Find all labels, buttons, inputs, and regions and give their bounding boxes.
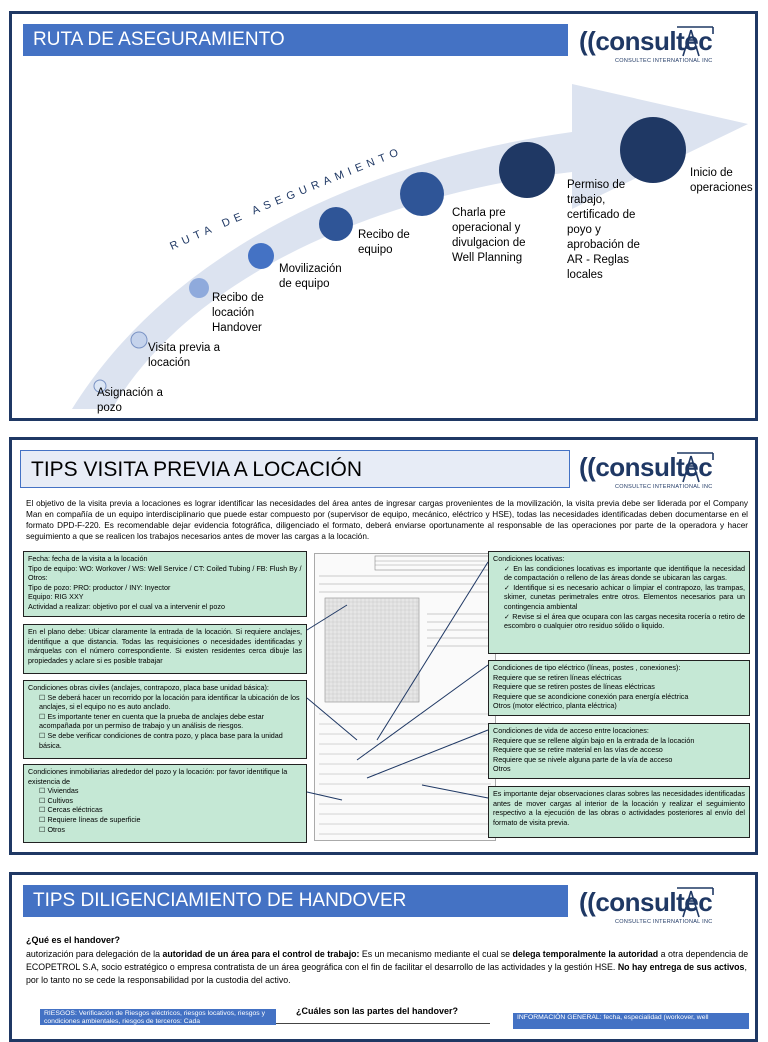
- stage-label: Asignación a pozo: [97, 387, 163, 414]
- consultec-logo: [579, 883, 739, 929]
- stage-recibo-locacion: [212, 291, 264, 336]
- check-item: ✓ Revise si el área que ocupara con las cargas necesita rocería o retiro de escombro o cualquier otro residuo sólido o liquido.: [504, 611, 745, 631]
- checkbox-item: ☐ Viviendas: [39, 786, 79, 796]
- stage-label: Recibo de locación Handover: [212, 292, 264, 334]
- box-informacion-general: INFORMACIÓN GENERAL: fecha, especialidad (workover, well: [513, 1013, 749, 1029]
- info-box-electrico: [488, 660, 750, 716]
- item-text: Identifique si es necesario achicar o limpiar el contrapozo, las trampas, skimer, cunetas perimetrales entre otros. Elementos necesarios para un contingencia ambiental: [504, 582, 745, 611]
- stage-label: Visita previa a locación: [148, 342, 221, 369]
- checkbox-item: ☐ Otros: [39, 824, 66, 834]
- check-item: ✓ En las condiciones locativas es importante que identifique la necesidad de compactación o relleno de las áreas donde se ubicaran las cargas.: [504, 563, 745, 583]
- info-box-obras-civiles: [23, 680, 307, 759]
- box-line: Requiere que se nivele alguna parte de la vía de acceso: [493, 754, 673, 764]
- item-text: Cultivos: [47, 795, 74, 805]
- check-item: ✓ Identifique si es necesario achicar o limpiar el contrapozo, las trampas, skimer, cunetas perimetrales entre otros. Elementos necesarios para un contingencia ambiental: [504, 582, 745, 611]
- text-run: autorización para delegación de la: [26, 949, 163, 959]
- route-arrow: [12, 14, 755, 418]
- item-text: Se debe verificar condiciones de contra pozo, y placa base para la unidad básica.: [39, 730, 283, 750]
- stage-movilizacion: [279, 262, 342, 292]
- box-line: Requiere que se retire material en las vías de acceso: [493, 745, 663, 755]
- slide-title: RUTA DE ASEGURAMIENTO: [23, 24, 568, 56]
- logo-subtitle: CONSULTEC INTERNATIONAL INC: [615, 484, 713, 490]
- intro-paragraph: El objetivo de la visita previa a locaciones es lograr identificar las necesidades del área antes de ingresar cargas provenientes de la movilización, la visita previa debe ser liderada por el Company Man en compañía de un equipo interdisciplinario que puede estar compuesto por (supervisor de equipo, mecánico, eléctrico y HSE), todas las necesidades identificadas deben documentarse en el formato DPD-F-220. Es recomendable dejar evidencia fotográfica, diligenciado el formato, deberá enviarse oportunamente al responsable de las operaciones por parte de la operadora y hacer seguimiento a que se realicen los trabajos necesarios antes de mover las cargas a la locación.: [26, 499, 748, 541]
- item-text: Otros: [47, 824, 66, 834]
- logo-wordmark: ((consultec: [579, 452, 713, 482]
- handover-definition: [26, 948, 750, 987]
- checkbox-item: ☐ Es importante tener en cuenta que la prueba de anclajes debe estar acompañada por un permiso de trabajo y un análisis de riesgos.: [39, 711, 265, 731]
- slide-title: TIPS VISITA PREVIA A LOCACIÓN: [20, 450, 570, 488]
- stage-visita-previa: [148, 341, 220, 371]
- logo-wordmark: ((consultec: [579, 887, 713, 917]
- slide-tips-visita: [9, 437, 758, 855]
- question-handover: ¿Qué es el handover?: [26, 935, 121, 945]
- box-line: Otros (motor eléctrico, planta eléctrica): [493, 701, 617, 711]
- info-box-vias-acceso: [488, 723, 750, 779]
- box-line: Tipo de equipo: WO: Workover / WS: Well Service / CT: Coiled Tubing / FB: Flush By / Otros:: [28, 563, 302, 583]
- box-line: Tipo de pozo: PRO: productor / INY: Inyector: [28, 582, 171, 592]
- logo-subtitle: CONSULTEC INTERNATIONAL INC: [615, 58, 713, 64]
- form-thumbnail: [314, 553, 496, 841]
- logo-wordmark: ((consultec: [579, 26, 713, 56]
- slide-title: TIPS DILIGENCIAMIENTO DE HANDOVER: [23, 885, 568, 917]
- checkbox-item: ☐ Se debe verificar condiciones de contra pozo, y placa base para la unidad básica.: [39, 730, 283, 750]
- question-partes: ¿Cuáles son las partes del handover?: [296, 1006, 459, 1016]
- box-line: Requiere que se retiren líneas eléctricas: [493, 672, 622, 682]
- stage-asignacion: [97, 386, 163, 416]
- form-drawing: [315, 554, 495, 840]
- stage-charla: [452, 206, 526, 266]
- item-text: Es importante tener en cuenta que la prueba de anclajes debe estar acompañada por un permiso de trabajo y un análisis de riesgos.: [39, 711, 265, 731]
- box-riesgos: RIESGOS: Verificación de Riesgos eléctricos, riesgos locativos, riesgos y condiciones ambientales, riesgos de terceros: Cada: [40, 1009, 276, 1025]
- checkbox-item: ☐ Cultivos: [39, 795, 74, 805]
- checkbox-item: ☐ Cercas eléctricas: [39, 805, 103, 815]
- box-line: Fecha: fecha de la visita a la locación: [28, 554, 148, 563]
- box-heading: Condiciones inmobiliarias alrededor del pozo y la locación: por favor identifique la existencia de: [28, 767, 288, 786]
- stage-label: Inicio de operaciones: [690, 167, 753, 194]
- info-box-general: [23, 551, 307, 617]
- text-run: Es un mecanismo mediante el cual se: [359, 949, 513, 959]
- info-box-observaciones: [488, 786, 750, 838]
- stage-label: Charla pre operacional y divulgacion de Well Planning: [452, 207, 526, 264]
- item-text: Cercas eléctricas: [47, 805, 103, 815]
- text-run-bold: autoridad de un área para el control de trabajo:: [162, 949, 360, 959]
- box-heading: Condiciones obras civiles (anclajes, contrapozo, placa base unidad básica):: [28, 683, 269, 692]
- box-line: Requiere que se rellene algún bajo en la entrada de la locación: [493, 735, 695, 745]
- checkbox-item: ☐ Se deberá hacer un recorrido por la locación para identificar la ubicación de los anclajes, si el equipo no es auto anclado.: [39, 692, 300, 712]
- text-run-bold: No hay entrega de sus activos: [617, 962, 745, 972]
- text-run: , por lo tanto no se cede la responsabilidad por la custodia del activo.: [26, 962, 747, 985]
- slide-ruta-aseguramiento: [9, 11, 758, 421]
- box-line: Equipo: RIG XXY: [28, 592, 84, 602]
- stage-recibo-equipo: [358, 228, 410, 258]
- box-line: Requiere que se acondicione conexión para energía eléctrica: [493, 691, 689, 701]
- text-run-bold: delega temporalmente la autoridad: [512, 949, 659, 959]
- box-line: Otros: [493, 764, 511, 774]
- stage-permiso: [567, 178, 640, 283]
- item-text: Se deberá hacer un recorrido por la locación para identificar la ubicación de los anclajes, si el equipo no es auto anclado.: [39, 692, 300, 712]
- box-line: Actividad a realizar: objetivo por el cual va a intervenir el pozo: [28, 601, 225, 611]
- info-box-plano: [23, 624, 307, 674]
- box-heading: Condiciones locativas:: [493, 554, 565, 563]
- text-run: a otra dependencia de ECOPETROL S.A, socio estratégico o empresa contratista de un área geográfica con el fin de facilitar el desarrollo de las actividades y la gestión HSE.: [26, 949, 749, 972]
- box-line: Requiere que se retiren postes de líneas eléctricas: [493, 682, 655, 692]
- info-box-inmobiliarias: [23, 764, 307, 843]
- item-text: En las condiciones locativas es importante que identifique la necesidad de compactación o relleno de las áreas donde se ubicaran las cargas.: [504, 563, 745, 583]
- item-text: Viviendas: [47, 786, 79, 796]
- stage-label: Permiso de trabajo, certificado de poyo y aprobación de AR - Reglas locales: [567, 179, 640, 281]
- consultec-logo: [579, 448, 739, 494]
- stage-inicio: [690, 166, 753, 196]
- arrow-label: RUTA DE ASEGURAMIENTO: [168, 145, 405, 253]
- item-text: Revise si el área que ocupara con las cargas necesita rocería o retiro de escombro o cualquier otro residuo sólido o liquido.: [504, 611, 745, 631]
- stage-label: Movilización de equipo: [279, 263, 342, 290]
- info-box-locativas: [488, 551, 750, 654]
- box-line: En el plano debe: Ubicar claramente la entrada de la locación. Si requiere anclajes, identifique a que distancia. Todas las requisiciones o necesidades identificadas y márquelas con el número correspondiente. Si existen residentes cerca dibuje las propiedades y aclare si es posible trabajar: [28, 627, 302, 665]
- stage-label: Recibo de equipo: [358, 229, 410, 256]
- checkbox-item: ☐ Requiere líneas de superficie: [39, 814, 141, 824]
- box-line: Es importante dejar observaciones claras sobres las necesidades identificadas antes de mover cargas al interior de la locación y realizar el seguimiento respectivo a la ejecución de las obras o actividades posteriores al envío del formato de visita previa.: [493, 789, 745, 827]
- logo-subtitle: CONSULTEC INTERNATIONAL INC: [615, 919, 713, 925]
- box-line: Condiciones de tipo eléctrico (líneas, postes , conexiones):: [493, 663, 681, 672]
- slide-tips-handover: [9, 872, 758, 1042]
- box-line: Condiciones de vida de acceso entre locaciones:: [493, 726, 649, 735]
- item-text: Requiere líneas de superficie: [47, 814, 141, 824]
